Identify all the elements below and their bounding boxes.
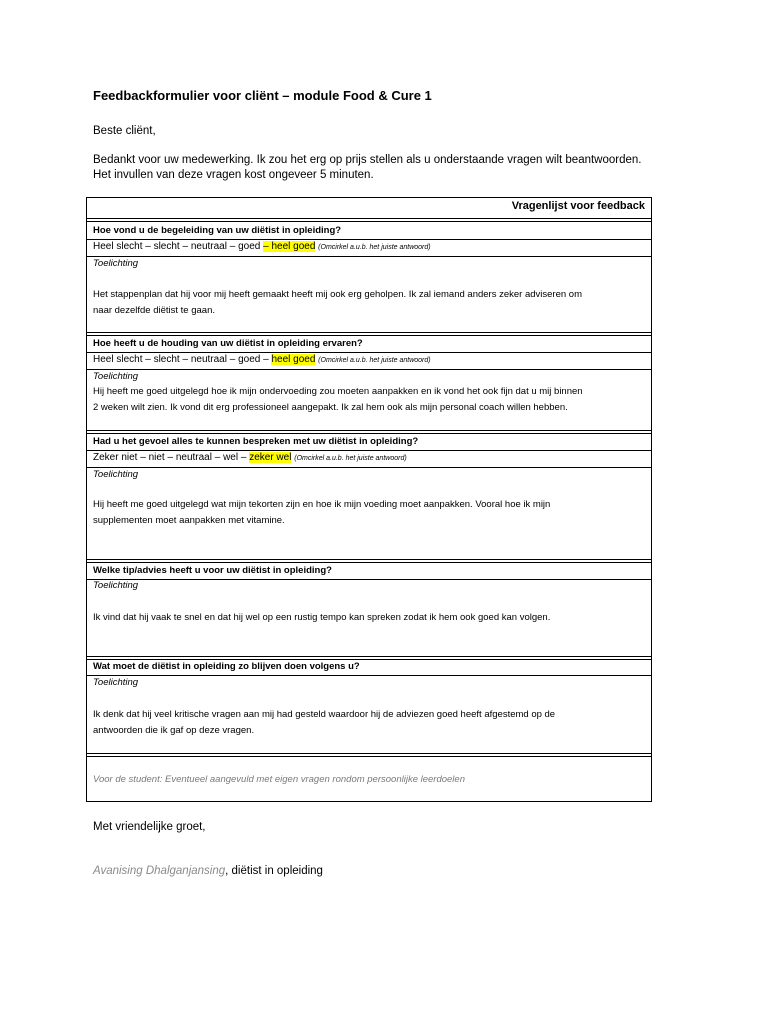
signature-name: Avanising Dhalganjansing bbox=[93, 865, 226, 877]
document-title: Feedbackformulier voor cliënt – module Food & Cure 1 bbox=[93, 88, 432, 103]
divider bbox=[87, 450, 651, 451]
question-2: Hoe heeft u de houding van uw diëtist in opleiding ervaren? bbox=[93, 338, 363, 349]
options-3 bbox=[87, 452, 651, 463]
divider bbox=[87, 256, 651, 257]
answer-line: supplementen moet aanpakken met vitamine. bbox=[93, 514, 285, 526]
instruction: (Omcirkel a.u.b. het juiste antwoord) bbox=[318, 357, 431, 364]
answer-line: Ik vind dat hij vaak te snel en dat hij wel op een rustig tempo kan spreken zodat ik hem ook goed kan volgen. bbox=[93, 612, 551, 623]
divider bbox=[87, 352, 651, 353]
answer-line: antwoorden die ik gaf op deze vragen. bbox=[93, 724, 255, 736]
selected-answer: heel goed bbox=[271, 354, 316, 365]
student-note: Voor de student: Eventueel aangevuld met eigen vragen rondom persoonlijke leerdoelen bbox=[93, 774, 465, 785]
divider bbox=[87, 369, 651, 370]
answer-line: naar dezelfde diëtist te gaan. bbox=[93, 304, 216, 316]
toelichting-label: Toelichting bbox=[93, 469, 139, 480]
instruction: (Omcirkel a.u.b. het juiste antwoord) bbox=[294, 455, 407, 462]
divider bbox=[87, 332, 651, 336]
divider bbox=[87, 656, 651, 660]
toelichting-label: Toelichting bbox=[93, 258, 139, 269]
divider bbox=[87, 430, 651, 434]
toelichting-label: Toelichting bbox=[93, 580, 139, 591]
intro-line-1: Bedankt voor uw medewerking. Ik zou het erg op prijs stellen als u onderstaande vragen wilt beantwoorden. bbox=[93, 154, 642, 166]
feedback-form bbox=[86, 197, 652, 802]
question-5: Wat moet de diëtist in opleiding zo blijven doen volgens u? bbox=[93, 661, 360, 672]
answer-5 bbox=[93, 707, 639, 738]
answer-line: Het stappenplan dat hij voor mij heeft gemaakt heeft mij ook erg geholpen. Ik zal iemand anders zeker adviseren om bbox=[93, 289, 582, 300]
closing: Met vriendelijke groet, bbox=[93, 821, 206, 833]
form-header: Vragenlijst voor feedback bbox=[511, 200, 645, 212]
toelichting-label: Toelichting bbox=[93, 677, 139, 688]
options-text: Zeker niet – niet – neutraal – wel – bbox=[93, 452, 250, 463]
options-text: Heel slecht – slecht – neutraal – goed – bbox=[93, 354, 272, 365]
intro-line-2: Het invullen van deze vragen kost ongeveer 5 minuten. bbox=[93, 169, 374, 181]
divider bbox=[87, 675, 651, 676]
question-4: Welke tip/advies heeft u voor uw diëtist in opleiding? bbox=[93, 565, 332, 576]
answer-line: Hij heeft me goed uitgelegd wat mijn tekorten zijn en hoe ik mijn voeding moet aanpakken. Vooral hoe ik mijn bbox=[93, 499, 551, 510]
divider bbox=[87, 467, 651, 468]
answer-line: 2 weken wilt zien. Ik vond dit erg professioneel aangepakt. Ik zal hem ook als mijn personal coach willen hebben. bbox=[93, 401, 568, 413]
divider bbox=[87, 239, 651, 240]
options-1 bbox=[87, 241, 651, 252]
divider bbox=[87, 218, 651, 222]
answer-4 bbox=[93, 610, 639, 626]
answer-2 bbox=[93, 384, 639, 415]
signature-role: , diëtist in opleiding bbox=[225, 865, 323, 877]
question-3: Had u het gevoel alles te kunnen bespreken met uw diëtist in opleiding? bbox=[93, 436, 419, 447]
options-2 bbox=[87, 354, 651, 365]
selected-answer: – heel goed bbox=[263, 241, 316, 252]
instruction: (Omcirkel a.u.b. het juiste antwoord) bbox=[318, 244, 431, 251]
toelichting-label: Toelichting bbox=[93, 371, 139, 382]
signature bbox=[93, 864, 323, 879]
answer-3 bbox=[93, 497, 639, 528]
answer-line: Ik denk dat hij veel kritische vragen aan mij had gesteld waardoor hij de adviezen goed heeft afgestemd op de bbox=[93, 709, 556, 720]
answer-line: Hij heeft me goed uitgelegd hoe ik mijn ondervoeding zou moeten aanpakken en ik vond het ook fijn dat u mij binnen bbox=[93, 386, 583, 397]
answer-1 bbox=[93, 287, 639, 318]
selected-answer: zeker wel bbox=[249, 452, 292, 463]
question-1: Hoe vond u de begeleiding van uw diëtist in opleiding? bbox=[93, 225, 342, 236]
divider bbox=[87, 559, 651, 563]
divider bbox=[87, 753, 651, 757]
greeting: Beste cliënt, bbox=[93, 125, 156, 137]
options-text: Heel slecht – slecht – neutraal – goed bbox=[93, 241, 264, 252]
